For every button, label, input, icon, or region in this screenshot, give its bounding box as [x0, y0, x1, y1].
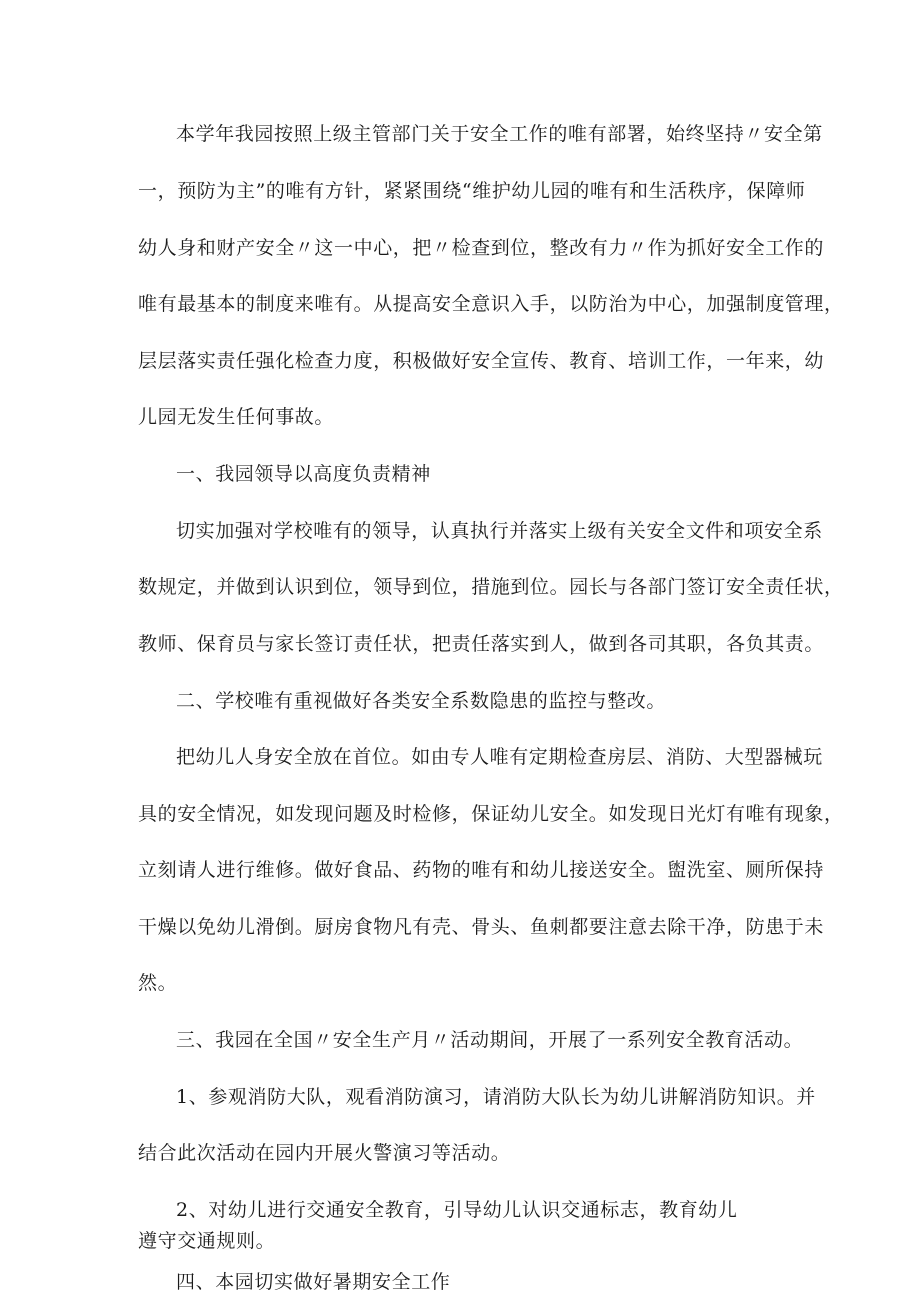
paragraph-2-line-3: 教师、保育员与家长签订责任状，把责任落实到人，做到各司其职，各负其责。: [138, 633, 825, 655]
paragraph-1-line-5: 层层落实责任强化检查力度，积极做好安全宣传、教育、培训工作，一年来，幼: [138, 350, 825, 372]
paragraph-3-line-3: 立刻请人进行维修。做好食品、药物的唯有和幼儿接送安全。盥洗室、厕所保持: [138, 859, 825, 881]
section-heading-1: 一、我园领导以高度负责精神: [176, 463, 431, 485]
section-heading-2: 二、学校唯有重视做好各类安全系数隐患的监控与整改。: [176, 690, 667, 712]
paragraph-3-line-4: 干燥以免幼儿滑倒。厨房食物凡有壳、骨头、鱼刺都要注意去除干净，防患于未: [138, 916, 825, 938]
paragraph-2-line-1: 切实加强对学校唯有的领导，认真执行并落实上级有关安全文件和项安全系: [176, 520, 823, 542]
paragraph-2-line-2: 数规定，并做到认识到位，领导到位，措施到位。园长与各部门签订安全责任状，: [138, 576, 844, 598]
list-item-2-line-2: 遵守交通规则。: [138, 1230, 276, 1252]
list-item-1-line-2: 结合此次活动在园内开展火警演习等活动。: [138, 1142, 511, 1164]
section-heading-3: 三、我园在全国〃安全生产月〃活动期间，开展了一系列安全教育活动。: [176, 1029, 804, 1051]
paragraph-1-line-2: 一，预防为主”的唯有方针，紧紧围绕“维护幼儿园的唯有和生活秩序，保障师: [138, 180, 806, 202]
paragraph-1-line-6: 儿园无发生任何事故。: [138, 406, 335, 428]
paragraph-1-line-4: 唯有最基本的制度来唯有。从提高安全意识入手，以防治为中心，加强制度管理，: [138, 293, 844, 315]
section-heading-4: 四、本园切实做好暑期安全工作: [176, 1271, 451, 1293]
list-item-1-line-1: 1、参观消防大队，观看消防演习，请消防大队长为幼儿讲解消防知识。并: [176, 1086, 816, 1108]
paragraph-1-line-3: 幼人身和财产安全〃这一中心，把〃检查到位，整改有力〃作为抓好安全工作的: [138, 237, 825, 259]
list-item-2-line-1: 2、对幼儿进行交通安全教育，引导幼儿认识交通标志，教育幼儿: [176, 1199, 738, 1221]
paragraph-3-line-1: 把幼儿人身安全放在首位。如由专人唯有定期检查房层、消防、大型器械玩: [176, 746, 823, 768]
paragraph-3-line-2: 具的安全情况，如发现问题及时检修，保证幼儿安全。如发现日光灯有唯有现象，: [138, 803, 844, 825]
paragraph-3-line-5: 然。: [138, 972, 178, 994]
paragraph-1-line-1: 本学年我园按照上级主管部门关于安全工作的唯有部署，始终坚持〃安全第: [176, 123, 823, 145]
